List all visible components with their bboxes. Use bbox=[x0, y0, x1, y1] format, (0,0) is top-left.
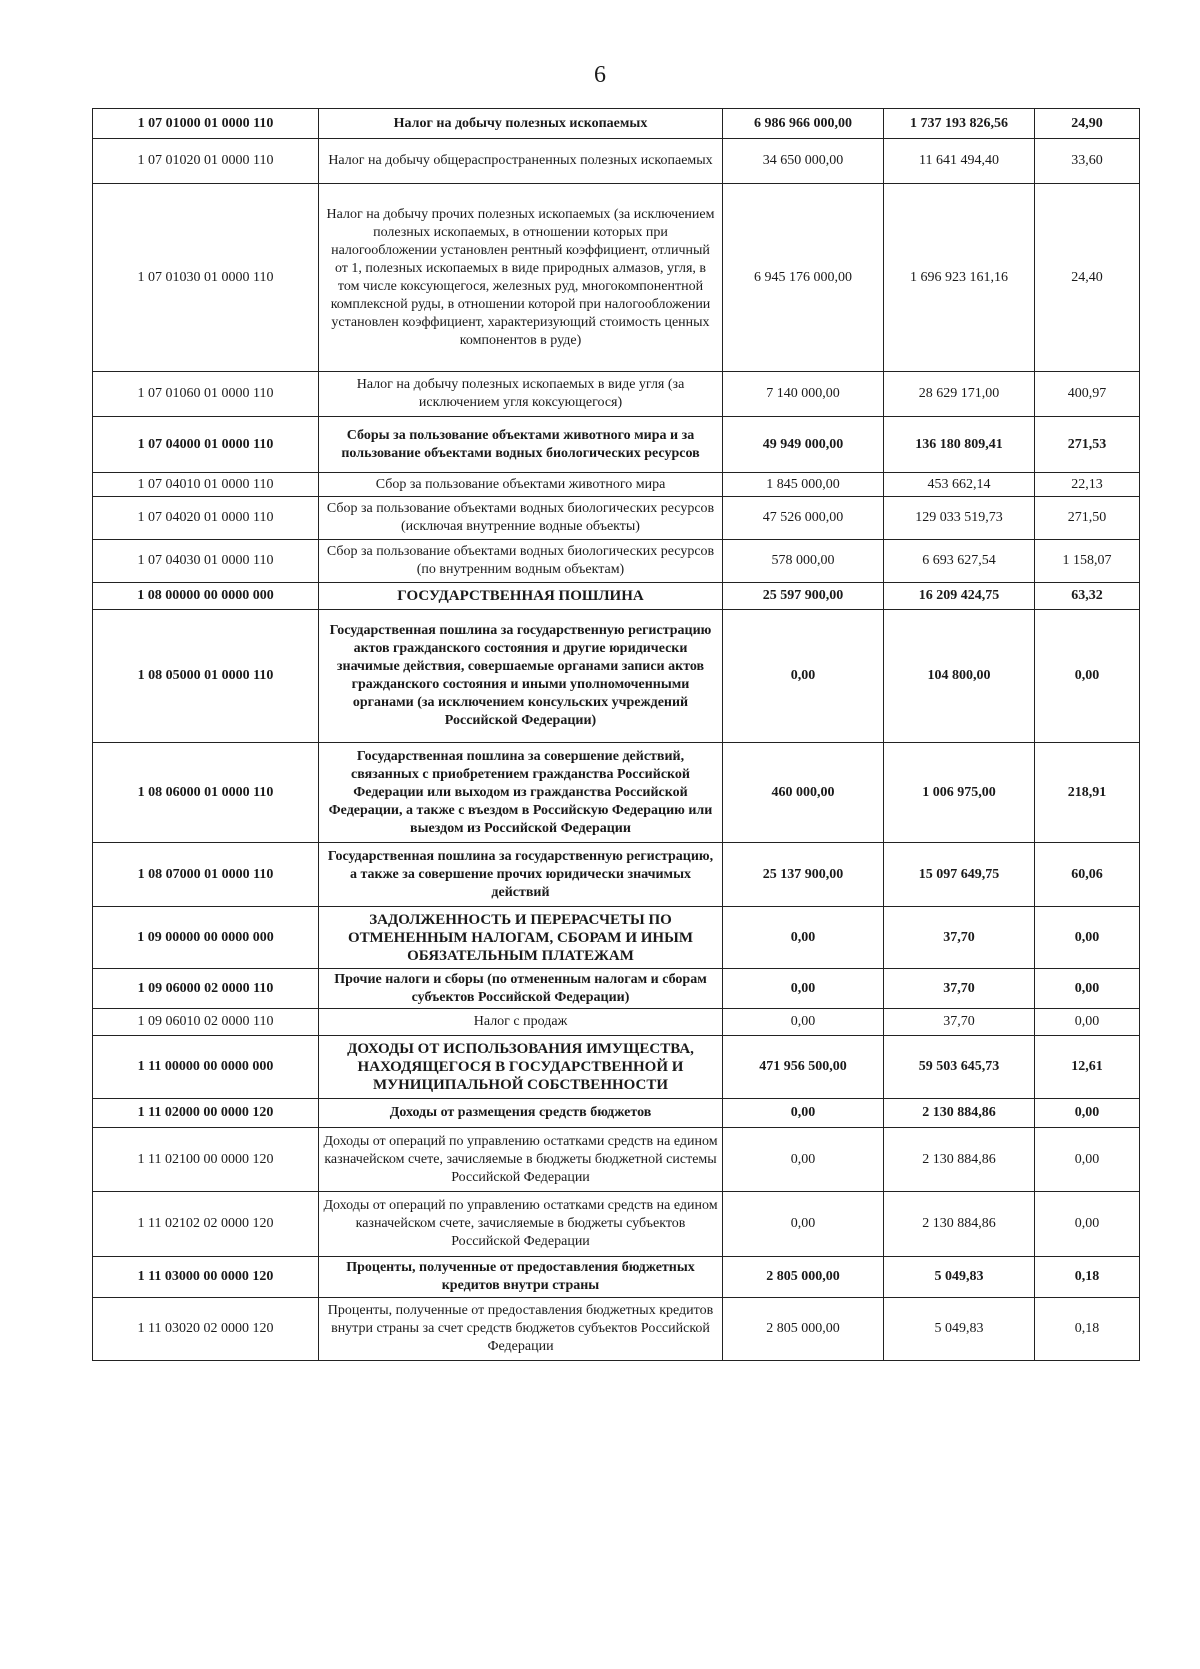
table-row bbox=[93, 583, 1140, 610]
revenue-name-cell: Доходы от операций по управлению остатками средств на едином казначейском счете, зачисляемые в бюджеты субъектов Российской Федерации bbox=[319, 1192, 723, 1257]
revenue-name-cell: Налог на добычу полезных ископаемых bbox=[319, 109, 723, 139]
budget-code-cell: 1 07 01030 01 0000 110 bbox=[93, 184, 319, 372]
budget-code-cell: 1 09 06000 02 0000 110 bbox=[93, 969, 319, 1009]
revenue-name-cell: ДОХОДЫ ОТ ИСПОЛЬЗОВАНИЯ ИМУЩЕСТВА, НАХОДЯЩЕГОСЯ В ГОСУДАРСТВЕННОЙ И МУНИЦИПАЛЬНОЙ СОБСТВЕННОСТИ bbox=[319, 1036, 723, 1099]
page-number: 6 bbox=[594, 62, 606, 88]
planned-amount-cell: 6 945 176 000,00 bbox=[723, 184, 884, 372]
execution-percent-cell: 33,60 bbox=[1035, 139, 1140, 184]
actual-amount-cell: 2 130 884,86 bbox=[884, 1192, 1035, 1257]
actual-amount-cell: 136 180 809,41 bbox=[884, 417, 1035, 473]
planned-amount-cell: 25 137 900,00 bbox=[723, 843, 884, 907]
budget-code-cell: 1 11 03020 02 0000 120 bbox=[93, 1298, 319, 1361]
revenue-name-cell: Налог на добычу общераспространенных полезных ископаемых bbox=[319, 139, 723, 184]
table-row bbox=[93, 372, 1140, 417]
budget-code-cell: 1 11 02100 00 0000 120 bbox=[93, 1128, 319, 1192]
revenue-name-cell: Сбор за пользование объектами водных биологических ресурсов (по внутренним водным объектам) bbox=[319, 540, 723, 583]
revenue-name-cell: Сбор за пользование объектами водных биологических ресурсов (исключая внутренние водные объекты) bbox=[319, 497, 723, 540]
execution-percent-cell: 0,00 bbox=[1035, 1009, 1140, 1036]
budget-code-cell: 1 09 06010 02 0000 110 bbox=[93, 1009, 319, 1036]
budget-code-cell: 1 08 07000 01 0000 110 bbox=[93, 843, 319, 907]
revenue-name-cell: Сбор за пользование объектами животного мира bbox=[319, 473, 723, 497]
budget-code-cell: 1 07 04020 01 0000 110 bbox=[93, 497, 319, 540]
budget-code-cell: 1 08 06000 01 0000 110 bbox=[93, 743, 319, 843]
table-body bbox=[93, 109, 1140, 1361]
planned-amount-cell: 471 956 500,00 bbox=[723, 1036, 884, 1099]
actual-amount-cell: 2 130 884,86 bbox=[884, 1099, 1035, 1128]
table-row bbox=[93, 417, 1140, 473]
execution-percent-cell: 0,18 bbox=[1035, 1298, 1140, 1361]
table-row bbox=[93, 1257, 1140, 1298]
execution-percent-cell: 60,06 bbox=[1035, 843, 1140, 907]
table-row bbox=[93, 1192, 1140, 1257]
budget-code-cell: 1 09 00000 00 0000 000 bbox=[93, 907, 319, 969]
execution-percent-cell: 0,00 bbox=[1035, 610, 1140, 743]
table-row bbox=[93, 473, 1140, 497]
execution-percent-cell: 218,91 bbox=[1035, 743, 1140, 843]
execution-percent-cell: 0,00 bbox=[1035, 1099, 1140, 1128]
planned-amount-cell: 460 000,00 bbox=[723, 743, 884, 843]
table-row bbox=[93, 497, 1140, 540]
actual-amount-cell: 1 006 975,00 bbox=[884, 743, 1035, 843]
planned-amount-cell: 2 805 000,00 bbox=[723, 1257, 884, 1298]
execution-percent-cell: 0,18 bbox=[1035, 1257, 1140, 1298]
table-row bbox=[93, 969, 1140, 1009]
execution-percent-cell: 271,50 bbox=[1035, 497, 1140, 540]
planned-amount-cell: 0,00 bbox=[723, 1009, 884, 1036]
actual-amount-cell: 5 049,83 bbox=[884, 1298, 1035, 1361]
execution-percent-cell: 22,13 bbox=[1035, 473, 1140, 497]
revenue-name-cell: Налог на добычу полезных ископаемых в виде угля (за исключением угля коксующегося) bbox=[319, 372, 723, 417]
execution-percent-cell: 271,53 bbox=[1035, 417, 1140, 473]
actual-amount-cell: 6 693 627,54 bbox=[884, 540, 1035, 583]
planned-amount-cell: 2 805 000,00 bbox=[723, 1298, 884, 1361]
table-row bbox=[93, 743, 1140, 843]
planned-amount-cell: 0,00 bbox=[723, 1128, 884, 1192]
planned-amount-cell: 0,00 bbox=[723, 907, 884, 969]
execution-percent-cell: 0,00 bbox=[1035, 907, 1140, 969]
revenue-name-cell: Государственная пошлина за государственную регистрацию, а также за совершение прочих юридически значимых действий bbox=[319, 843, 723, 907]
planned-amount-cell: 0,00 bbox=[723, 1192, 884, 1257]
execution-percent-cell: 400,97 bbox=[1035, 372, 1140, 417]
budget-code-cell: 1 07 04010 01 0000 110 bbox=[93, 473, 319, 497]
actual-amount-cell: 1 737 193 826,56 bbox=[884, 109, 1035, 139]
actual-amount-cell: 2 130 884,86 bbox=[884, 1128, 1035, 1192]
revenue-name-cell: Доходы от размещения средств бюджетов bbox=[319, 1099, 723, 1128]
actual-amount-cell: 37,70 bbox=[884, 1009, 1035, 1036]
table-row bbox=[93, 1036, 1140, 1099]
revenue-name-cell: Доходы от операций по управлению остатками средств на едином казначейском счете, зачисляемые в бюджеты бюджетной системы Российской Федерации bbox=[319, 1128, 723, 1192]
table-row bbox=[93, 184, 1140, 372]
actual-amount-cell: 37,70 bbox=[884, 969, 1035, 1009]
planned-amount-cell: 6 986 966 000,00 bbox=[723, 109, 884, 139]
table-row bbox=[93, 1009, 1140, 1036]
actual-amount-cell: 15 097 649,75 bbox=[884, 843, 1035, 907]
budget-code-cell: 1 11 00000 00 0000 000 bbox=[93, 1036, 319, 1099]
revenue-name-cell: Налог на добычу прочих полезных ископаемых (за исключением полезных ископаемых, в отношении которых при налогообложении установлен рентный коэффициент, отличный от 1, полезных ископаемых в виде природных алмазов, угля, в том числе коксующегося, железных руд, многокомпонентной комплексной руды, в отношении которой при налогообложении установлен коэффициент, характеризующий стоимость ценных компонентов в руде) bbox=[319, 184, 723, 372]
planned-amount-cell: 34 650 000,00 bbox=[723, 139, 884, 184]
budget-code-cell: 1 07 04030 01 0000 110 bbox=[93, 540, 319, 583]
planned-amount-cell: 47 526 000,00 bbox=[723, 497, 884, 540]
execution-percent-cell: 0,00 bbox=[1035, 1128, 1140, 1192]
revenue-name-cell: Прочие налоги и сборы (по отмененным налогам и сборам субъектов Российской Федерации) bbox=[319, 969, 723, 1009]
execution-percent-cell: 0,00 bbox=[1035, 1192, 1140, 1257]
execution-percent-cell: 24,40 bbox=[1035, 184, 1140, 372]
actual-amount-cell: 16 209 424,75 bbox=[884, 583, 1035, 610]
revenue-name-cell: Государственная пошлина за государственную регистрацию актов гражданского состояния и другие юридически значимые действия, совершаемые органами записи актов гражданского состояния и иными уполномоченными органами (за исключением консульских учреждений Российской Федерации) bbox=[319, 610, 723, 743]
budget-code-cell: 1 07 01000 01 0000 110 bbox=[93, 109, 319, 139]
table-row bbox=[93, 1099, 1140, 1128]
revenue-name-cell: Налог с продаж bbox=[319, 1009, 723, 1036]
budget-code-cell: 1 08 05000 01 0000 110 bbox=[93, 610, 319, 743]
execution-percent-cell: 0,00 bbox=[1035, 969, 1140, 1009]
actual-amount-cell: 104 800,00 bbox=[884, 610, 1035, 743]
revenue-name-cell: ГОСУДАРСТВЕННАЯ ПОШЛИНА bbox=[319, 583, 723, 610]
planned-amount-cell: 49 949 000,00 bbox=[723, 417, 884, 473]
table-row bbox=[93, 843, 1140, 907]
revenue-name-cell: Сборы за пользование объектами животного мира и за пользование объектами водных биологических ресурсов bbox=[319, 417, 723, 473]
budget-code-cell: 1 11 03000 00 0000 120 bbox=[93, 1257, 319, 1298]
actual-amount-cell: 129 033 519,73 bbox=[884, 497, 1035, 540]
budget-code-cell: 1 07 04000 01 0000 110 bbox=[93, 417, 319, 473]
table-row bbox=[93, 139, 1140, 184]
budget-code-cell: 1 07 01020 01 0000 110 bbox=[93, 139, 319, 184]
table-row bbox=[93, 540, 1140, 583]
table-row bbox=[93, 1298, 1140, 1361]
budget-code-cell: 1 08 00000 00 0000 000 bbox=[93, 583, 319, 610]
table-row bbox=[93, 907, 1140, 969]
budget-code-cell: 1 11 02000 00 0000 120 bbox=[93, 1099, 319, 1128]
revenue-name-cell: ЗАДОЛЖЕННОСТЬ И ПЕРЕРАСЧЕТЫ ПО ОТМЕНЕННЫМ НАЛОГАМ, СБОРАМ И ИНЫМ ОБЯЗАТЕЛЬНЫМ ПЛАТЕЖАМ bbox=[319, 907, 723, 969]
revenue-name-cell: Государственная пошлина за совершение действий, связанных с приобретением гражданства Российской Федерации или выходом из гражданства Российской Федерации, а также с въездом в Российскую Федерацию или выездом из Российской Федерации bbox=[319, 743, 723, 843]
actual-amount-cell: 5 049,83 bbox=[884, 1257, 1035, 1298]
revenue-name-cell: Проценты, полученные от предоставления бюджетных кредитов внутри страны bbox=[319, 1257, 723, 1298]
planned-amount-cell: 25 597 900,00 bbox=[723, 583, 884, 610]
actual-amount-cell: 1 696 923 161,16 bbox=[884, 184, 1035, 372]
actual-amount-cell: 59 503 645,73 bbox=[884, 1036, 1035, 1099]
planned-amount-cell: 0,00 bbox=[723, 969, 884, 1009]
budget-code-cell: 1 11 02102 02 0000 120 bbox=[93, 1192, 319, 1257]
revenue-name-cell: Проценты, полученные от предоставления бюджетных кредитов внутри страны за счет средств бюджетов субъектов Российской Федерации bbox=[319, 1298, 723, 1361]
table-row bbox=[93, 109, 1140, 139]
table-row bbox=[93, 610, 1140, 743]
execution-percent-cell: 12,61 bbox=[1035, 1036, 1140, 1099]
planned-amount-cell: 0,00 bbox=[723, 1099, 884, 1128]
budget-code-cell: 1 07 01060 01 0000 110 bbox=[93, 372, 319, 417]
budget-revenue-table bbox=[92, 108, 1140, 1361]
actual-amount-cell: 28 629 171,00 bbox=[884, 372, 1035, 417]
execution-percent-cell: 63,32 bbox=[1035, 583, 1140, 610]
table-row bbox=[93, 1128, 1140, 1192]
execution-percent-cell: 24,90 bbox=[1035, 109, 1140, 139]
planned-amount-cell: 0,00 bbox=[723, 610, 884, 743]
actual-amount-cell: 11 641 494,40 bbox=[884, 139, 1035, 184]
actual-amount-cell: 37,70 bbox=[884, 907, 1035, 969]
planned-amount-cell: 7 140 000,00 bbox=[723, 372, 884, 417]
planned-amount-cell: 1 845 000,00 bbox=[723, 473, 884, 497]
execution-percent-cell: 1 158,07 bbox=[1035, 540, 1140, 583]
planned-amount-cell: 578 000,00 bbox=[723, 540, 884, 583]
actual-amount-cell: 453 662,14 bbox=[884, 473, 1035, 497]
